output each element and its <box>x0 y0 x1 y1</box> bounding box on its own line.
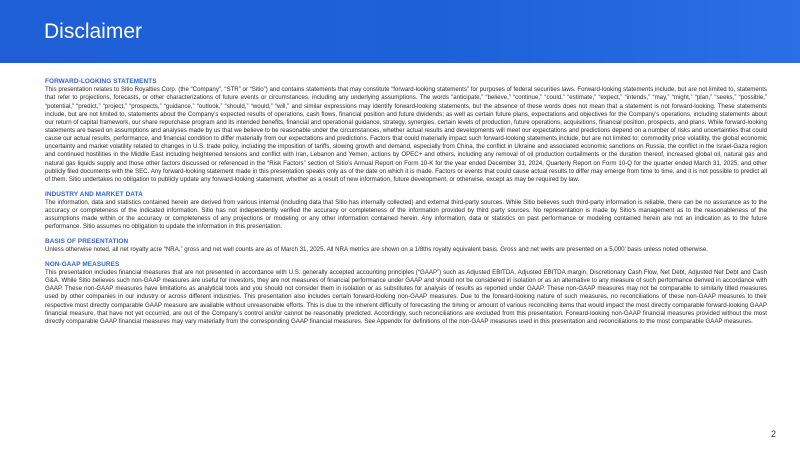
section-non-gaap-measures <box>45 261 767 326</box>
page-number: 2 <box>770 429 776 439</box>
section-body: Unless otherwise noted, all net royalty acre “NRA,” gross and net well counts are as of March 31, 2025. All NRA metrics are shown on a 1/8ths royalty equivalent basis. Gross and net wells are presented on a 5,000’ basis unless noted otherwise. <box>45 246 708 254</box>
section-body: This presentation includes financial measures that are not presented in accordance with U.S. generally accepted accounting principles (“GAAP”) such as Adjusted EBITDA, Adjusted EBITDA margin, Discretionary Cash Flow, Net Debt, Adjusted Net Debt and Cash G&A. While Sitio believes such non-GAAP measures are useful for investors, they are not measures of financial performance under GAAP and should not be considered in isolation or as an alternative to any measure of such performance derived in accordance with GAAP. These non-GAAP measures have limitations as analytical tools and you should not consider them in isolation or as substitutes for analysis of results as reported under GAAP. These non-GAAP measures may not be comparable to similarly titled measures used by other companies in our industry or across different industries. This presentation also includes certain forward-looking non-GAAP measures. Due to the forward-looking nature of such measures, no reconciliations of these non-GAAP measures to their respective most directly comparable GAAP measure are available without unreasonable efforts. This is due to the inherent difficulty of forecasting the timing or amount of various reconciling items that would impact the most directly comparable forward-looking GAAP financial measure, that have not yet occurred, are out of the Company’s control and/or cannot be reasonably predicted. Accordingly, such reconciliations are excluded from this presentation. Forward-looking non-GAAP financial measures provided without the most directly comparable GAAP financial measures may vary materially from the corresponding GAAP financial measures. See Appendix for definitions of the non-GAAP measures used in this presentation and reconciliations to the most comparable GAAP measures. <box>45 268 767 325</box>
section-body: The information, data and statistics contained herein are derived from various internal (including data that Sitio has internally collected) and external third-party sources. While Sitio believes such third-party information is reliable, there can be no assurance as to the accuracy or completeness of the indicated information. Sitio has not independently verified the accuracy or completeness of the information provided by third party sources. No representation is made by Sitio’s management as to the reasonableness of the assumptions made within or the accuracy or completeness of any projections or modeling or any other information contained herein. Any information, data or statistics on past performance or modeling contained herein are not an indication as to the future performance. Sitio assumes no obligation to update the information in this presentation. <box>45 198 767 231</box>
section-basis-of-presentation <box>45 238 767 254</box>
section-heading: INDUSTRY AND MARKET DATA <box>45 190 143 198</box>
section-heading: BASIS OF PRESENTATION <box>45 237 129 245</box>
section-heading: FORWARD-LOOKING STATEMENTS <box>45 78 157 85</box>
section-industry-and-market-data <box>45 191 767 232</box>
disclaimer-content <box>45 78 767 333</box>
page-title: Disclaimer <box>44 20 143 43</box>
section-forward-looking-statements <box>45 78 767 184</box>
section-body: This presentation relates to Sitio Royalties Corp. (the “Company”, “STR” or “Sitio”) and contains statements that may constitute “forward-looking statements” for purposes of federal securities laws. Forward-looking statements include, but are not limited to, statements that refer to projections, forecasts, or other characterizations of future events or circumstances, including any underlying assumptions. The words “anticipate,” “believe,” “continue,” “could,” “estimate,” “expect,” “intends,” “may,” “might,” “plan,” “seeks,” “possible,” “potential,” “predict,” “project,” “prospects,” “guidance,” “outlook,” “should,” “would,” “will,” and similar expressions may identify forward-looking statements, but the absence of these words does not mean that a statement is not forward-looking. These statements include, but are not limited to, statements about the Company’s expected results of operations, cash flows, financial position and future dividends; as well as certain future plans, expectations and objectives for the Company’s operations, including statements about our return of capital framework, our share repurchase program and its intended benefits, financial and operational guidance, strategy, synergies, certain levels of production, future operations, acquisitions, financial position, prospects, and plans. While forward-looking statements are based on assumptions and analyses made by us that we believe to be reasonable under the circumstances, whether actual results and developments will meet our expectations and predictions depend on a number of risks and uncertainties that could cause our actual results, performance, and financial condition to differ materially from our expectations and predictions. Factors that could materially impact such forward-looking statements include, but are not limited to: commodity price volatility, the global economic uncertainty and market volatility related to changes in U.S. trade policy, including the imposition of tariffs, slowing growth and demand, especially from China, the conflict in Ukraine and associated economic sanctions on Russia, the conflict in the Israel-Gaza region and continued hostilities in the Middle East including heightened tensions and conflict with Iran, Lebanon and Yemen, actions by OPEC+ and others, including any removal of oil production curtailments or the duration thereof, increased global oil, natural gas and natural gas liquids supply and those other factors discussed or referenced in the “Risk Factors” section of Sitio’s Annual Report on Form 10-K for the year ended December 31, 2024, Quarterly Report on Form 10-Q for the quarter ended March 31, 2025, and other publicly filed documents with the SEC. Any forward-looking statement made in this presentation speaks only as of the date on which it is made. Factors or events that could cause actual results to differ may emerge from time to time, and it is not possible to predict all of them. Sitio undertakes no obligation to publicly update any forward-looking statement, whether as a result of new information, future development, or otherwise, except as may be required by law. <box>45 86 767 183</box>
section-heading: NON-GAAP MEASURES <box>45 260 120 268</box>
header-bar <box>0 0 800 63</box>
